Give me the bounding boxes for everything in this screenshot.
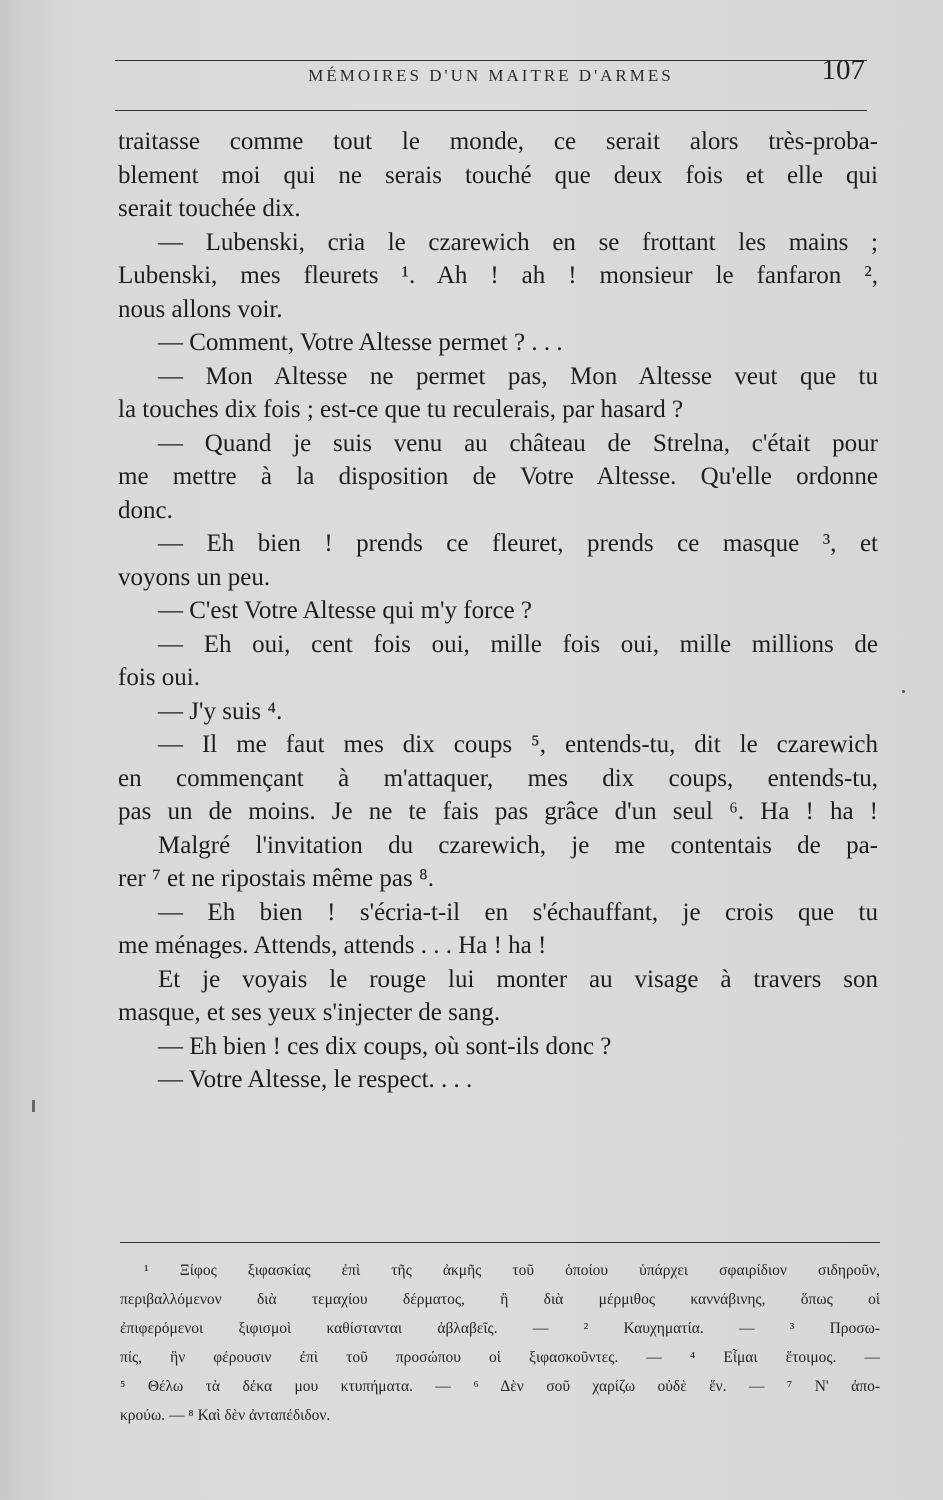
text-line: blement moi qui ne serais touché que deux fois et elle qui [118, 161, 878, 189]
footnote-line: ἐπιφερόμενοι ξιφισμοὶ καθίστανται ἀβλαβεῖς. — ² Καυχηματία. — ³ Προσω- [120, 1320, 880, 1337]
running-title: MÉMOIRES D'UN MAITRE D'ARMES [308, 66, 674, 85]
page-header [115, 54, 867, 98]
text-line: nous allons voir. [118, 295, 283, 323]
text-line: — Votre Altesse, le respect. . . . [158, 1066, 473, 1093]
text-line: Et je voyais le rouge lui monter au visage à travers son [158, 965, 878, 993]
text-line: me ménages. Attends, attends . . . Ha ! ha ! [118, 932, 547, 959]
text-line: — Eh bien ! s'écria-t-il en s'échauffant, je crois que tu [158, 898, 878, 926]
text-line: — Comment, Votre Altesse permet ? . . . [158, 329, 563, 356]
text-line: — Il me faut mes dix coups ⁵, entends-tu, dit le czarewich [158, 731, 878, 758]
text-line: pas un de moins. Je ne te fais pas grâce d'un seul ⁶. Ha ! ha ! [118, 798, 878, 825]
text-line: masque, et ses yeux s'injecter de sang. [118, 999, 501, 1026]
text-line: — Eh bien ! prends ce fleuret, prends ce masque ³, et [158, 530, 878, 557]
footnote-line: κρούω. — ⁸ Καὶ δὲν ἀνταπέδιδον. [120, 1407, 331, 1424]
footnote-line: περιβαλλόμενον διὰ τεμαχίου δέρματος, ἢ διὰ μέρμιθος καννάβινης, ὅπως οἱ [120, 1291, 880, 1308]
footnotes [120, 1256, 880, 1430]
margin-mark [32, 1100, 35, 1112]
text-line: donc. [118, 496, 173, 524]
page-number: 107 [821, 54, 865, 86]
header-bottom-rule [115, 110, 867, 111]
text-line: en commençant à m'attaquer, mes dix coups, entends-tu, [118, 764, 878, 792]
text-line: Malgré l'invitation du czarewich, je me contentais de pa- [158, 831, 878, 859]
text-line: serait touchée dix. [118, 195, 301, 222]
specks [902, 690, 905, 693]
text-line: me mettre à la disposition de Votre Altesse. Qu'elle ordonne [118, 463, 878, 490]
text-line: — Lubenski, cria le czarewich en se frottant les mains ; [158, 228, 878, 256]
text-line: voyons un peu. [118, 563, 271, 591]
footnote-line: πίς, ἣν φέρουσιν ἐπὶ τοῦ προσώπου οἱ ξιφασκοῦντες. — ⁴ Εἶμαι ἕτοιμος. — [120, 1349, 880, 1366]
text-line: fois oui. [118, 664, 200, 691]
text-line: Lubenski, mes fleurets ¹. Ah ! ah ! monsieur le fanfaron ², [118, 262, 878, 289]
header-top-rule [115, 60, 867, 61]
text-line: — J'y suis ⁴. [158, 697, 283, 725]
text-line: — Mon Altesse ne permet pas, Mon Altesse veut que tu [158, 362, 878, 390]
body-text [118, 125, 878, 1097]
text-line: — Eh oui, cent fois oui, mille fois oui, mille millions de [158, 630, 878, 658]
text-line: — C'est Votre Altesse qui m'y force ? [158, 597, 532, 624]
footnote-line: ¹ Ξίφος ξιφασκίας ἐπὶ τῆς ἀκμῆς τοῦ ὁποίου ὑπάρχει σφαιρίδιον σιδηροῦν, [144, 1262, 880, 1279]
text-line: rer ⁷ et ne ripostais même pas ⁸. [118, 865, 434, 892]
text-line: — Eh bien ! ces dix coups, où sont-ils donc ? [158, 1032, 612, 1060]
text-line: traitasse comme tout le monde, ce serait alors très-proba- [118, 128, 878, 155]
footnote-line: ⁵ Θέλω τὰ δέκα μου κτυπήματα. — ⁶ Δὲν σοῦ χαρίζω οὐδὲ ἕν. — ⁷ Ν' ἀπο- [120, 1378, 880, 1395]
footnote-rule [120, 1242, 880, 1243]
text-line: la touches dix fois ; est-ce que tu reculerais, par hasard ? [118, 396, 684, 423]
text-line: — Quand je suis venu au château de Strelna, c'était pour [158, 429, 878, 457]
